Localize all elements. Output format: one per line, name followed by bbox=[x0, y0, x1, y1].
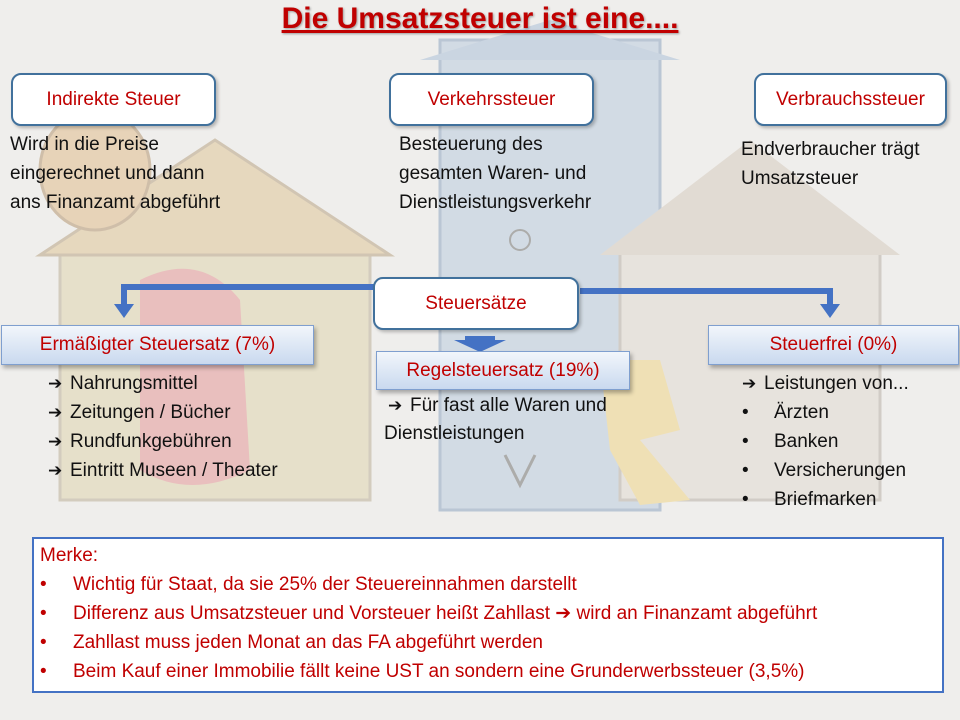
list-item: • Beim Kauf einer Immobilie fällt keine UST an sondern eine Grunderwerbssteuer (3,5%) bbox=[40, 657, 936, 686]
list-item: ➔ Zeitungen / Bücher bbox=[48, 398, 278, 427]
list-item: • Zahllast muss jeden Monat an das FA abgeführt werden bbox=[40, 628, 936, 657]
rate-label: Regelsteuersatz (19%) bbox=[406, 359, 600, 381]
bullet-icon: • bbox=[40, 661, 47, 682]
category-label: Verbrauchssteuer bbox=[776, 88, 925, 110]
list-item: • Versicherungen bbox=[742, 456, 909, 485]
list-item: ➔ Eintritt Museen / Theater bbox=[48, 456, 278, 485]
merke-title: Merke: bbox=[40, 545, 99, 566]
merke-list bbox=[40, 570, 936, 686]
arrow-right-icon: ➔ bbox=[48, 374, 63, 393]
bullet-icon: • bbox=[742, 402, 749, 423]
bullet-icon: • bbox=[742, 489, 749, 510]
list-item: • Wichtig für Staat, da sie 25% der Steuereinnahmen darstellt bbox=[40, 570, 936, 599]
rate-regular bbox=[376, 351, 630, 390]
category-verbrauchssteuer bbox=[754, 73, 947, 126]
rate-reduced bbox=[1, 325, 314, 365]
rate-label: Ermäßigter Steuersatz (7%) bbox=[39, 334, 276, 355]
bullet-icon: • bbox=[742, 460, 749, 481]
category-description: Endverbraucher trägt Umsatzsteuer bbox=[741, 139, 920, 189]
list-item: • Ärzten bbox=[742, 398, 909, 427]
steuersaetze-label: Steuersätze bbox=[425, 292, 527, 314]
reduced-items-list bbox=[48, 369, 278, 485]
category-label: Verkehrssteuer bbox=[427, 88, 556, 110]
bullet-icon: • bbox=[40, 632, 47, 653]
list-item: ➔ Leistungen von... bbox=[742, 369, 909, 398]
category-label: Indirekte Steuer bbox=[46, 88, 181, 110]
regular-description: ➔ Für fast alle Waren und Dienstleistungen bbox=[384, 392, 607, 448]
list-item: ➔ Rundfunkgebühren bbox=[48, 427, 278, 456]
free-items-list bbox=[742, 369, 909, 514]
rate-label: Steuerfrei (0%) bbox=[769, 334, 898, 355]
bullet-icon: • bbox=[40, 603, 47, 624]
arrow-right-head bbox=[820, 304, 840, 318]
arrow-left-head bbox=[114, 304, 134, 318]
arrow-right-icon: ➔ bbox=[555, 603, 572, 624]
arrow-right-icon: ➔ bbox=[48, 461, 63, 480]
list-item: • Briefmarken bbox=[742, 485, 909, 514]
category-description: Besteuerung des gesamten Waren- und Dienstleistungsverkehr bbox=[399, 134, 592, 213]
rate-free bbox=[708, 325, 959, 365]
list-item: • Banken bbox=[742, 427, 909, 456]
steuersaetze-box bbox=[373, 277, 579, 330]
arrow-right-icon: ➔ bbox=[48, 432, 63, 451]
bullet-icon: • bbox=[742, 431, 749, 452]
category-description: Wird in die Preise eingerechnet und dann ans Finanzamt abgeführt bbox=[10, 134, 221, 213]
list-item: ➔ Nahrungsmittel bbox=[48, 369, 278, 398]
category-verkehrssteuer bbox=[389, 73, 594, 126]
arrow-right-icon: ➔ bbox=[742, 374, 757, 393]
bullet-icon: • bbox=[40, 574, 47, 595]
list-item: • Differenz aus Umsatzsteuer und Vorsteuer heißt Zahllast ➔ wird an Finanzamt abgeführt bbox=[40, 599, 936, 628]
arrow-right-icon: ➔ bbox=[48, 403, 63, 422]
arrow-down-head bbox=[454, 336, 506, 352]
arrow-right-icon: ➔ bbox=[388, 396, 403, 415]
merke-box bbox=[32, 537, 944, 693]
category-indirekte-steuer bbox=[11, 73, 216, 126]
page-title: Die Umsatzsteuer ist eine.... bbox=[281, 2, 679, 35]
